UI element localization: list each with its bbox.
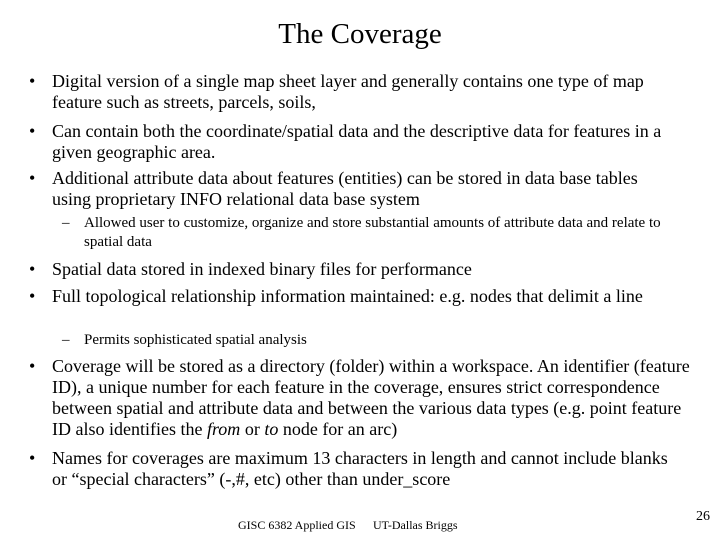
- bullet-text: Can contain both the coordinate/spatial data and the descriptive data for features in a given geographic area.: [52, 121, 662, 162]
- bullet-text: [52, 356, 697, 440]
- dash-marker: –: [62, 332, 70, 348]
- footer-author: UT-Dallas Briggs: [373, 518, 458, 532]
- page-number: 26: [696, 509, 710, 524]
- coverage-text-end: node for an arc): [278, 419, 398, 439]
- bullet-marker: •: [29, 71, 36, 91]
- slide-title: The Coverage: [278, 18, 442, 50]
- bullet-marker: •: [29, 448, 36, 468]
- dash-marker: –: [62, 215, 70, 231]
- from-word: from: [206, 419, 241, 439]
- or-word: or: [240, 419, 265, 439]
- bullet-marker: •: [29, 356, 36, 376]
- bullet-marker: •: [29, 286, 36, 306]
- bullet-text: Full topological relationship information maintained: e.g. nodes that delimit a line: [52, 286, 643, 306]
- sub-bullet-text: Permits sophisticated spatial analysis: [84, 332, 307, 348]
- bullet-text: Digital version of a single map sheet layer and generally contains one type of map feature such as streets, parcels, soils,: [52, 71, 644, 112]
- bullet-marker: •: [29, 168, 36, 188]
- to-word: to: [264, 419, 279, 439]
- sub-bullet-text: Allowed user to customize, organize and store substantial amounts of attribute data and relate to spatial data: [84, 215, 661, 250]
- bullet-text: Spatial data stored in indexed binary files for performance: [52, 259, 472, 279]
- footer-course: GISC 6382 Applied GIS: [238, 518, 356, 532]
- bullet-text: Additional attribute data about features (entities) can be stored in data base tables using proprietary INFO relational data base system: [52, 168, 638, 209]
- bullet-text: Names for coverages are maximum 13 characters in length and cannot include blanks or “special characters” (-,#, etc) other than under_score: [52, 448, 668, 489]
- bullet-marker: •: [29, 259, 36, 279]
- coverage-text-start: Coverage will be stored as a directory (folder) within a workspace. An identifier (feature ID), a unique number for each feature in the coverage, ensures strict correspondence between spatial and attribute data and between the various data types (e.g. point feature ID also identifies the: [52, 356, 690, 439]
- bullet-marker: •: [29, 121, 36, 141]
